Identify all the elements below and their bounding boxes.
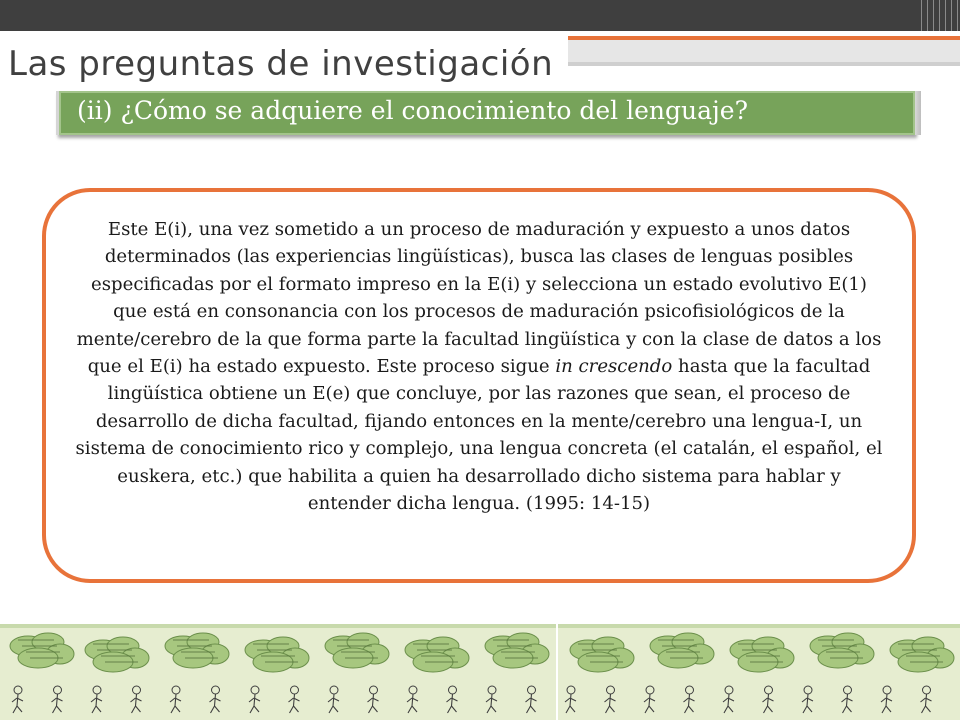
quote-text-part-1: Este E(i), una vez sometido a un proceso de maduración y expuesto a unos datos determinados (las experiencias lingüísticas), busca las clases de lenguas posibles especificadas por el formato impreso en la E(i) y selecciona un estado evolutivo E(1) que está en consonancia con los procesos de maduración psicofisiológicos de la mente/cerebro de la que forma parte la facultad lingüística y con la clase de datos a los que el E(i) ha estado expuesto. Este proceso sigue (76, 219, 882, 378)
subtitle: (ii) ¿Cómo se adquiere el conocimiento del lenguaje? (77, 96, 748, 125)
illustration-divider (556, 624, 558, 720)
quote-text (74, 216, 884, 517)
quote-emphasis: in crescendo (555, 356, 673, 378)
quote-box (42, 188, 916, 583)
title-accent-shadow (568, 62, 960, 66)
top-bar-stripes (918, 0, 960, 31)
child-development-illustration-icon (0, 624, 960, 720)
subtitle-band-edge (915, 91, 921, 135)
subtitle-band (56, 91, 915, 135)
page-title: Las preguntas de investigación (8, 44, 554, 84)
top-bar (0, 0, 960, 31)
child-development-illustration-strip (0, 624, 960, 720)
quote-text-part-2: hasta que la facultad lingüística obtiene un E(e) que concluye, por las razones que sean, el proceso de desarrollo de dicha facultad, fijando entonces en la mente/cerebro una lengua-I, un sistema de conocimiento rico y complejo, una lengua concreta (el catalán, el español, el euskera, etc.) que habilita a quien ha desarrollado dicho sistema para hablar y entender dicha lengua. (1995: 14-15) (75, 356, 883, 515)
